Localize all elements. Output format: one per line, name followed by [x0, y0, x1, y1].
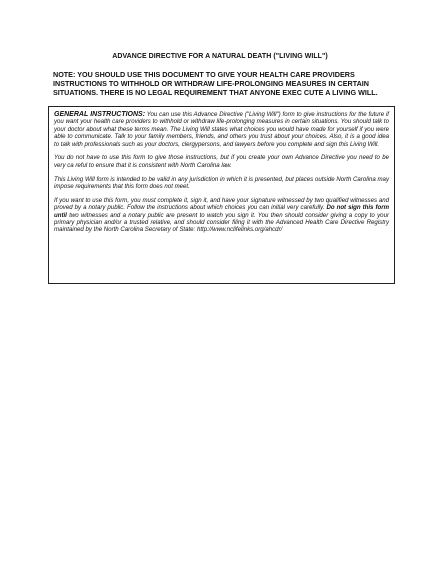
instructions-heading: GENERAL INSTRUCTIONS:: [54, 111, 146, 118]
instructions-paragraph-2: You do not have to use this form to give those instructions, but if you create your own Advance Directive you need to be very ca reful to ensure that it is consistent with North Carolina law.: [54, 154, 389, 169]
instructions-paragraph-4-text-a: If you want to use this form, you must complete it, sign it, and have your signature witnessed by two qualified witnesses and proved by a notary public. Follow the instructions about which choices you can initial very carefully.: [54, 196, 389, 212]
general-instructions-box: [48, 106, 395, 284]
instructions-paragraph-4: [54, 197, 389, 234]
instructions-paragraph-1-text: You can use this Advance Directive ("Living Will") form to give instructions for the future if you want your health care providers to withhold or withdraw life-prolonging measures in certain situations. You should talk to your doctor about what these terms mean. The Living Will states what choices you would have made for yourself if you were able to communicate. Talk to your family members, friends, and others you trust about your choices. Also, it is a good idea to talk with professionals such as your doctors, clergypersons, and lawyers before you complete and sign this Living Will.: [54, 111, 390, 148]
do-not-sign-warning: Do not sign this form until: [54, 204, 389, 219]
instructions-paragraph-1: [54, 111, 389, 148]
legal-note: NOTE: YOU SHOULD USE THIS DOCUMENT TO GIVE YOUR HEALTH CARE PROVIDERS INSTRUCTIONS TO WITHHOLD OR WITHDRAW LIFE-PROLONGING MEASURES IN CERTAIN SITUATIONS. THERE IS NO LEGAL REQUIREMENT THAT ANYONE EXEC CUTE A LIVING WILL.: [53, 70, 378, 98]
instructions-paragraph-3: This Living Will form is intended to be valid in any jurisdiction in which it is presented, but places outside North Carolina may impose requirements that this form does not meet.: [54, 175, 389, 191]
instructions-paragraph-4-text-b: two witnesses and a notary public are present to watch you sign it. You then should consider giving a copy to your primary physician and/or a trusted relative, and should consider filing it with the Advanced Health Care Directive Registry maintained by the North Carolina Secretary of State: http://www.nclifelinks.org/ahcdr/: [54, 211, 389, 234]
document-title: ADVANCE DIRECTIVE FOR A NATURAL DEATH ("LIVING WILL"): [112, 53, 328, 60]
